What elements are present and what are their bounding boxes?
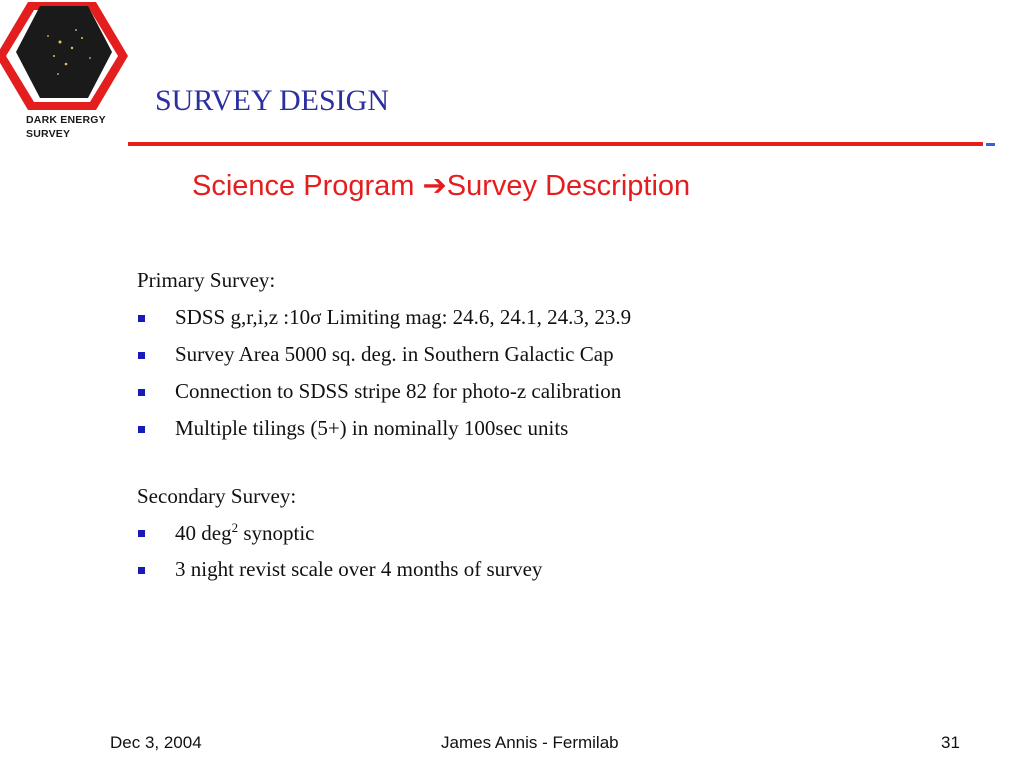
- bullet-square-icon: [138, 426, 145, 433]
- bullet-square-icon: [138, 352, 145, 359]
- slide-title: SURVEY DESIGN: [155, 84, 389, 117]
- primary-survey-heading: Primary Survey:: [137, 268, 276, 292]
- bullet-square-icon: [138, 389, 145, 396]
- bullet-square-icon: [138, 530, 145, 537]
- secondary-survey-heading: Secondary Survey:: [137, 484, 297, 508]
- logo-text-line2: SURVEY: [26, 128, 71, 140]
- title-divider-tip: [986, 143, 995, 146]
- bullet-square-icon: [138, 567, 145, 574]
- des-hexagon-icon: [0, 0, 130, 112]
- list-item-text: Connection to SDSS stripe 82 for photo-z calibration: [175, 379, 622, 403]
- list-item-text-main: 40 deg: [175, 521, 232, 545]
- logo-text-line1: DARK ENERGY: [26, 114, 106, 126]
- slide-subtitle: Science Program ➔Survey Description: [192, 170, 691, 202]
- list-item-text: Survey Area 5000 sq. deg. in Southern Galactic Cap: [175, 342, 614, 366]
- footer-date: Dec 3, 2004: [110, 733, 202, 752]
- des-logo: [0, 0, 130, 150]
- list-item-text-tail: synoptic: [238, 521, 315, 545]
- list-item-text: SDSS g,r,i,z :10σ Limiting mag: 24.6, 24.1, 24.3, 23.9: [175, 305, 632, 329]
- list-item-text: Multiple tilings (5+) in nominally 100sec units: [175, 416, 569, 440]
- footer-author: James Annis - Fermilab: [441, 733, 619, 752]
- title-divider: [128, 142, 983, 146]
- list-item-text: 3 night revist scale over 4 months of survey: [175, 557, 543, 581]
- list-item-text: [175, 520, 315, 546]
- logo-text: [26, 113, 106, 141]
- bullet-square-icon: [138, 315, 145, 322]
- list-item-superscript: 2: [231, 520, 239, 535]
- footer-page-number: 31: [941, 733, 960, 752]
